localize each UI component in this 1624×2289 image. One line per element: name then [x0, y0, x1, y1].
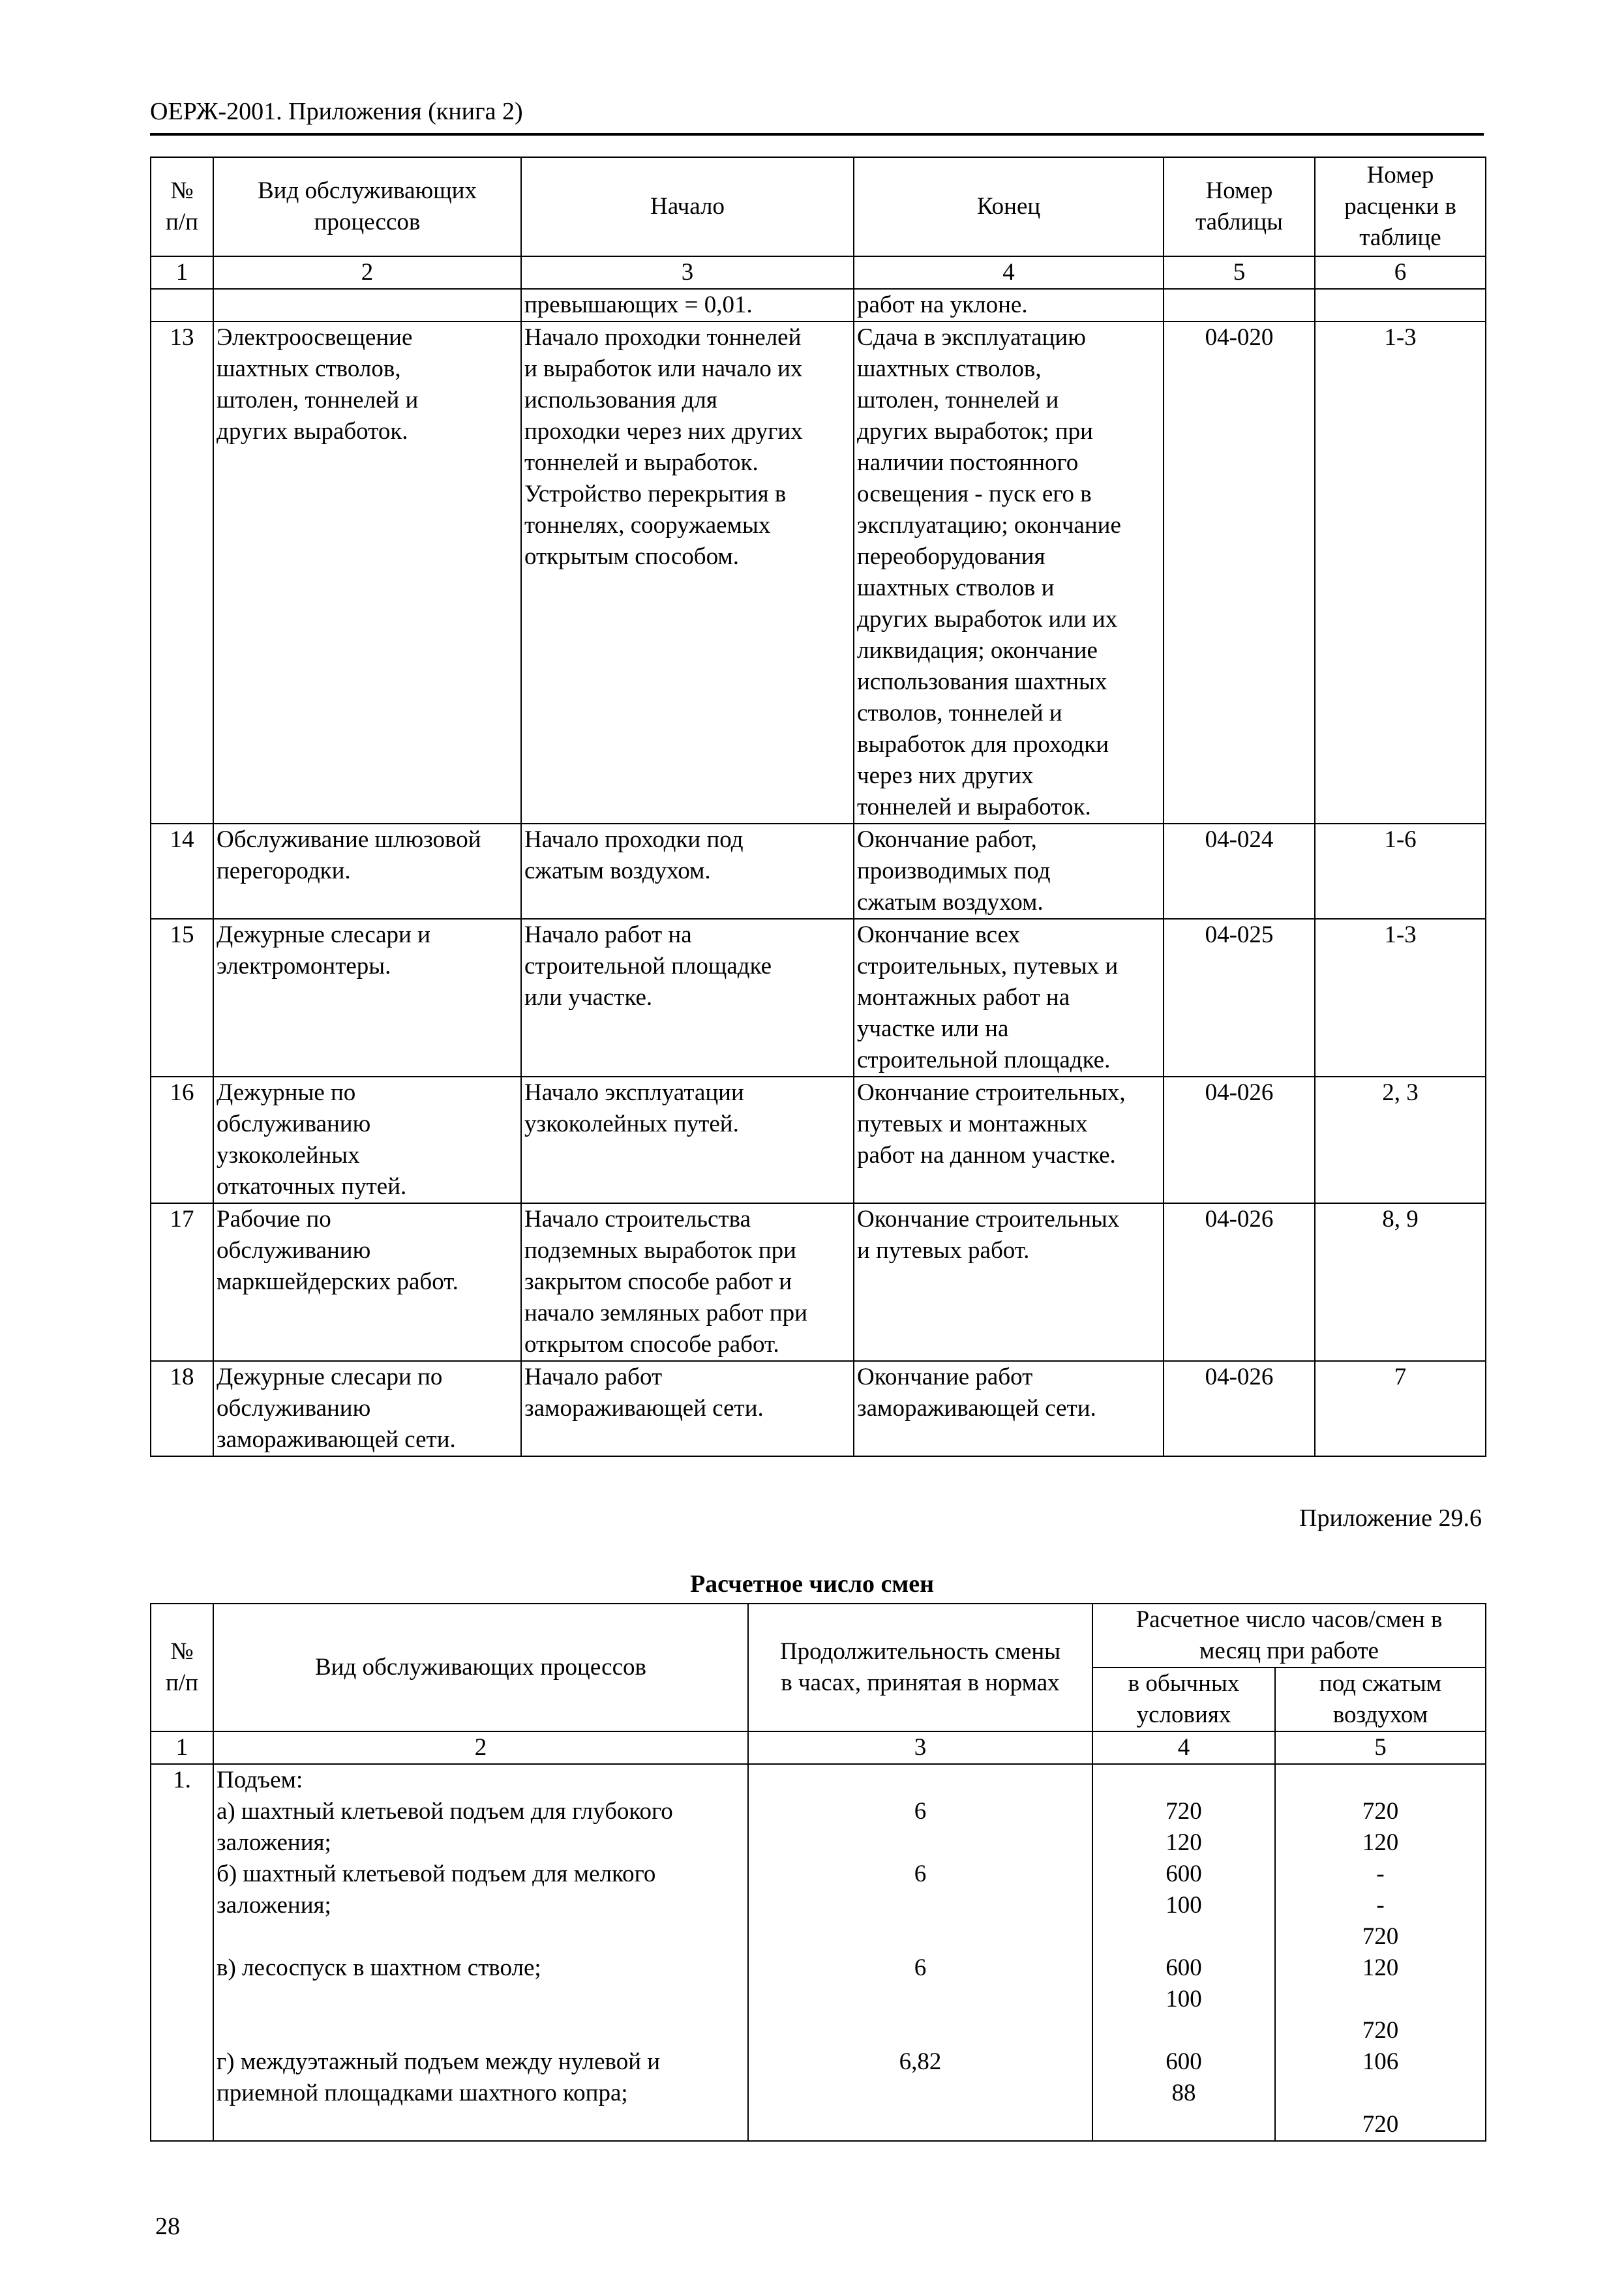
row-rate-number: [1315, 289, 1486, 322]
row-num: 14: [151, 824, 213, 919]
cell-line: [217, 1921, 745, 1952]
row-normal-hours: [1092, 1764, 1275, 2141]
cell-line: откаточных путей.: [217, 1173, 407, 1200]
row-compressed-hours: [1275, 1764, 1486, 2141]
cell-line: [217, 1984, 745, 2015]
table-row: [151, 824, 1486, 919]
cell-line: наличии постоянного: [857, 449, 1079, 476]
cell-line: производимых под: [857, 858, 1051, 884]
cell-line: 100: [1165, 1986, 1202, 2012]
table-row: [151, 1077, 1486, 1203]
row-num: 17: [151, 1203, 213, 1361]
table-row: [151, 322, 1486, 824]
cell-line: маркшейдерских работ.: [217, 1268, 459, 1295]
cell-line: 720: [1362, 1798, 1399, 1825]
row-start: [521, 1077, 854, 1203]
cell-line: а) шахтный клетьевой подъем для глубокого: [217, 1798, 673, 1825]
cell-line: 720: [1362, 2111, 1399, 2138]
cell-line: использования для: [524, 387, 717, 413]
header-table-number: [1164, 157, 1315, 256]
row-rate-number: 8, 9: [1315, 1203, 1486, 1361]
cell-line: [1278, 2078, 1482, 2109]
cell-line: или участке.: [524, 984, 653, 1011]
column-number: 2: [213, 256, 521, 289]
cell-line: строительной площадке.: [857, 1047, 1111, 1073]
cell-line: замораживающей сети.: [524, 1395, 764, 1422]
row-num: 1.: [151, 1764, 213, 2141]
row-start: [521, 919, 854, 1077]
cell-line: открытым способом.: [524, 543, 740, 570]
cell-line: [751, 2015, 1089, 2046]
row-table-number: 04-025: [1164, 919, 1315, 1077]
cell-line: проходки через них других: [524, 418, 803, 445]
cell-line: 6: [914, 1861, 927, 1887]
cell-line: работ на данном участке.: [857, 1142, 1116, 1169]
cell-line: б) шахтный клетьевой подъем для мелкого: [217, 1861, 656, 1887]
cell-line: приемной площадками шахтного копра;: [217, 2080, 628, 2106]
cell-line: строительной площадке: [524, 953, 772, 980]
cell-line: Номер: [1205, 177, 1273, 204]
cell-line: переоборудования: [857, 543, 1045, 570]
header-normal-conditions: [1092, 1668, 1275, 1731]
row-end: [854, 919, 1164, 1077]
cell-line: Начало эксплуатации: [524, 1079, 744, 1106]
column-number: 3: [521, 256, 854, 289]
cell-line: 6,82: [899, 2048, 942, 2075]
column-number: 5: [1275, 1731, 1486, 1764]
header-process: [213, 157, 521, 256]
cell-line: Окончание строительных: [857, 1206, 1120, 1233]
cell-line: месяц при работе: [1199, 1638, 1379, 1664]
row-table-number: 04-020: [1164, 322, 1315, 824]
cell-line: через них других: [857, 762, 1034, 789]
header-num: [151, 157, 213, 256]
cell-line: выработок для проходки: [857, 731, 1109, 758]
header-duration: [748, 1604, 1092, 1731]
cell-line: [751, 1984, 1089, 2015]
cell-line: Начало: [650, 193, 725, 220]
cell-line: шахтных стволов,: [217, 355, 401, 382]
cell-line: Дежурные слесари и: [217, 921, 430, 948]
cell-line: строительных, путевых и: [857, 953, 1119, 980]
cell-line: 600: [1165, 1861, 1202, 1887]
cell-line: [1096, 2015, 1272, 2046]
row-num: 15: [151, 919, 213, 1077]
cell-line: в часах, принятая в нормах: [781, 1669, 1060, 1696]
cell-line: г) междуэтажный подъем между нулевой и: [217, 2048, 661, 2075]
cell-line: открытом способе работ.: [524, 1331, 779, 1358]
cell-line: стволов, тоннелей и: [857, 700, 1062, 726]
cell-line: работ на уклоне.: [857, 292, 1028, 318]
row-process: [213, 1203, 521, 1361]
appendix-label: Приложение 29.6: [1299, 1504, 1482, 1532]
schedule-table: [150, 157, 1486, 1457]
row-table-number: 04-026: [1164, 1361, 1315, 1456]
cell-line: начало земляных работ при: [524, 1300, 807, 1326]
cell-line: [217, 2015, 745, 2046]
column-number: 4: [1092, 1731, 1275, 1764]
column-number: 2: [213, 1731, 748, 1764]
row-start: [521, 1203, 854, 1361]
cell-line: Сдача в эксплуатацию: [857, 324, 1086, 351]
cell-line: п/п: [166, 209, 198, 235]
cell-line: обслуживанию: [217, 1111, 371, 1137]
cell-line: 720: [1165, 1798, 1202, 1825]
table-header-row: [151, 157, 1486, 256]
cell-line: использования шахтных: [857, 668, 1107, 695]
cell-line: Начало работ: [524, 1364, 663, 1390]
row-process: [213, 289, 521, 322]
cell-line: 720: [1362, 1923, 1399, 1950]
cell-line: [751, 2109, 1089, 2140]
cell-line: тоннелей и выработок.: [857, 794, 1091, 820]
table-row: [151, 919, 1486, 1077]
cell-line: [751, 1921, 1089, 1952]
cell-line: [1278, 1984, 1482, 2015]
cell-line: под сжатым: [1319, 1670, 1442, 1697]
cell-line: [1096, 1921, 1272, 1952]
column-number-row: [151, 1731, 1486, 1764]
row-end: [854, 824, 1164, 919]
cell-line: обслуживанию: [217, 1395, 371, 1422]
table-row: [151, 1203, 1486, 1361]
cell-line: подземных выработок при: [524, 1237, 796, 1264]
cell-line: [751, 1765, 1089, 1796]
cell-line: 120: [1362, 1954, 1399, 1981]
cell-line: 600: [1165, 1954, 1202, 1981]
cell-line: штолен, тоннелей и: [217, 387, 419, 413]
page-number: 28: [155, 2213, 180, 2240]
cell-line: и выработок или начало их: [524, 355, 803, 382]
cell-line: п/п: [166, 1669, 198, 1696]
header-compressed-air: [1275, 1668, 1486, 1731]
row-rate-number: 2, 3: [1315, 1077, 1486, 1203]
cell-line: обслуживанию: [217, 1237, 371, 1264]
cell-line: в обычных: [1128, 1670, 1240, 1697]
row-num: 13: [151, 322, 213, 824]
table-header-row: [151, 1604, 1486, 1668]
row-table-number: [1164, 289, 1315, 322]
cell-line: Начало проходки тоннелей: [524, 324, 802, 351]
cell-line: Окончание работ,: [857, 826, 1037, 853]
cell-line: Подъем:: [217, 1767, 303, 1793]
cell-line: [217, 2109, 745, 2140]
cell-line: заложения;: [217, 1892, 331, 1919]
row-process: [213, 1077, 521, 1203]
row-table-number: 04-024: [1164, 824, 1315, 919]
cell-line: процессов: [314, 209, 421, 235]
shifts-table: [150, 1603, 1486, 2142]
cell-line: №: [170, 1638, 194, 1665]
cell-line: Начало работ на: [524, 921, 692, 948]
row-rate-number: 1-3: [1315, 919, 1486, 1077]
cell-line: эксплуатацию; окончание: [857, 512, 1121, 539]
cell-line: расценки в: [1344, 193, 1456, 220]
row-end: [854, 322, 1164, 824]
column-number: 1: [151, 1731, 213, 1764]
cell-line: перегородки.: [217, 858, 351, 884]
row-num: [151, 289, 213, 322]
cell-line: и путевых работ.: [857, 1237, 1030, 1264]
row-start: [521, 289, 854, 322]
cell-line: путевых и монтажных: [857, 1111, 1088, 1137]
column-number: 4: [854, 256, 1164, 289]
cell-line: других выработок или их: [857, 606, 1118, 633]
table-row: [151, 1764, 1486, 2141]
cell-line: Рабочие по: [217, 1206, 331, 1233]
row-start: [521, 1361, 854, 1456]
cell-line: освещения - пуск его в: [857, 481, 1092, 507]
column-number: 1: [151, 256, 213, 289]
cell-line: [1278, 1765, 1482, 1796]
cell-line: 106: [1362, 2048, 1399, 2075]
cell-line: Окончание работ: [857, 1364, 1033, 1390]
cell-line: 100: [1165, 1892, 1202, 1919]
cell-line: тоннелей и выработок.: [524, 449, 759, 476]
row-process: [213, 919, 521, 1077]
cell-line: [1096, 2109, 1272, 2140]
header-start: [521, 157, 854, 256]
header-num: [151, 1604, 213, 1731]
cell-line: 120: [1165, 1829, 1202, 1856]
cell-line: Устройство перекрытия в: [524, 481, 787, 507]
row-rate-number: 1-6: [1315, 824, 1486, 919]
row-start: [521, 322, 854, 824]
cell-line: ликвидация; окончание: [857, 637, 1098, 664]
row-process: [213, 824, 521, 919]
row-num: 16: [151, 1077, 213, 1203]
header-process: Вид обслуживающих процессов: [213, 1604, 748, 1731]
cell-line: воздухом: [1332, 1701, 1428, 1728]
row-process: [213, 1361, 521, 1456]
header-rate-number: [1315, 157, 1486, 256]
table-row: [151, 289, 1486, 322]
cell-line: 6: [914, 1954, 927, 1981]
cell-line: 120: [1362, 1829, 1399, 1856]
cell-line: тоннелях, сооружаемых: [524, 512, 771, 539]
cell-line: -: [1376, 1892, 1385, 1919]
cell-line: таблице: [1359, 224, 1441, 251]
row-process: [213, 1764, 748, 2141]
row-num: 18: [151, 1361, 213, 1456]
cell-line: Дежурные слесари по: [217, 1364, 443, 1390]
row-end: [854, 1203, 1164, 1361]
cell-line: сжатым воздухом.: [857, 889, 1044, 916]
cell-line: таблицы: [1195, 209, 1283, 235]
row-rate-number: 7: [1315, 1361, 1486, 1456]
cell-line: Номер: [1366, 162, 1434, 188]
cell-line: Расчетное число часов/смен в: [1135, 1606, 1443, 1633]
column-number-row: [151, 256, 1486, 289]
row-start: [521, 824, 854, 919]
cell-line: условиях: [1136, 1701, 1231, 1728]
cell-line: шахтных стволов,: [857, 355, 1042, 382]
cell-line: Окончание всех: [857, 921, 1020, 948]
cell-line: 600: [1165, 2048, 1202, 2075]
row-end: [854, 289, 1164, 322]
cell-line: превышающих = 0,01.: [524, 292, 753, 318]
cell-line: заложения;: [217, 1829, 331, 1856]
row-table-number: 04-026: [1164, 1203, 1315, 1361]
cell-line: Окончание строительных,: [857, 1079, 1126, 1106]
column-number: 3: [748, 1731, 1092, 1764]
cell-line: Конец: [976, 193, 1041, 220]
cell-line: шахтных стволов и: [857, 575, 1055, 601]
row-end: [854, 1361, 1164, 1456]
cell-line: Начало строительства: [524, 1206, 751, 1233]
cell-line: замораживающей сети.: [217, 1426, 456, 1453]
cell-line: штолен, тоннелей и: [857, 387, 1059, 413]
cell-line: монтажных работ на: [857, 984, 1070, 1011]
cell-line: участке или на: [857, 1015, 1009, 1042]
table-row: [151, 1361, 1486, 1456]
cell-line: узкоколейных путей.: [524, 1111, 739, 1137]
cell-line: других выработок; при: [857, 418, 1093, 445]
row-rate-number: 1-3: [1315, 322, 1486, 824]
cell-line: электромонтеры.: [217, 953, 391, 980]
cell-line: узкоколейных: [217, 1142, 360, 1169]
cell-line: [751, 1827, 1089, 1859]
cell-line: Электроосвещение: [217, 324, 413, 351]
page-header: ОЕРЖ-2001. Приложения (книга 2): [150, 97, 1484, 136]
table-title: Расчетное число смен: [689, 1570, 935, 1598]
cell-line: других выработок.: [217, 418, 408, 445]
row-process: [213, 322, 521, 824]
cell-line: сжатым воздухом.: [524, 858, 711, 884]
cell-line: №: [170, 177, 194, 204]
cell-line: Вид обслуживающих: [258, 177, 477, 204]
cell-line: [751, 2078, 1089, 2109]
cell-line: закрытом способе работ и: [524, 1268, 792, 1295]
cell-line: [1096, 1765, 1272, 1796]
cell-line: 88: [1171, 2080, 1196, 2106]
cell-line: в) лесоспуск в шахтном стволе;: [217, 1954, 541, 1981]
row-table-number: 04-026: [1164, 1077, 1315, 1203]
header-end: [854, 157, 1164, 256]
header-hours-group: [1092, 1604, 1486, 1668]
column-number: 6: [1315, 256, 1486, 289]
cell-line: 720: [1362, 2017, 1399, 2044]
column-number: 5: [1164, 256, 1315, 289]
row-duration: [748, 1764, 1092, 2141]
cell-line: -: [1376, 1861, 1385, 1887]
row-end: [854, 1077, 1164, 1203]
cell-line: замораживающей сети.: [857, 1395, 1096, 1422]
cell-line: [751, 1890, 1089, 1921]
cell-line: 6: [914, 1798, 927, 1825]
cell-line: Продолжительность смены: [779, 1638, 1061, 1665]
cell-line: Начало проходки под: [524, 826, 744, 853]
cell-line: Дежурные по: [217, 1079, 356, 1106]
cell-line: Обслуживание шлюзовой: [217, 826, 481, 853]
